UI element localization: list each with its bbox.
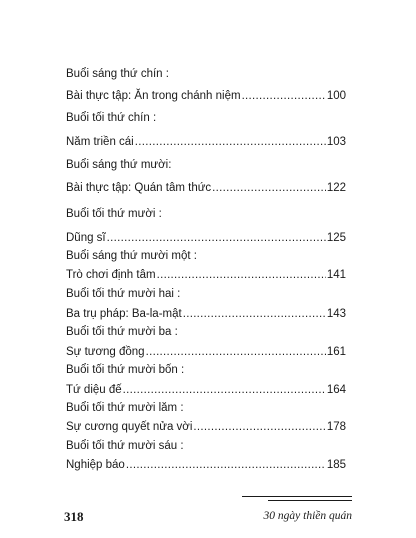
footer-rule bbox=[242, 496, 352, 497]
dot-leader bbox=[107, 231, 326, 245]
toc-entry-page: 185 bbox=[326, 459, 346, 471]
toc-entry-page: 164 bbox=[326, 384, 346, 396]
toc-entry bbox=[66, 383, 346, 397]
toc-entry-page: 103 bbox=[326, 136, 346, 148]
dot-leader bbox=[242, 89, 326, 103]
toc-entry-page: 141 bbox=[326, 269, 346, 281]
toc-heading: Buổi sáng thứ chín : bbox=[66, 68, 169, 80]
toc-entry-page: 100 bbox=[326, 90, 346, 102]
toc-entry bbox=[66, 268, 346, 282]
toc-heading: Buổi sáng thứ mười: bbox=[66, 159, 172, 171]
toc-heading: Buổi sáng thứ mười một : bbox=[66, 250, 197, 262]
dot-leader bbox=[135, 135, 326, 149]
toc-entry bbox=[66, 307, 346, 321]
dot-leader bbox=[123, 383, 326, 397]
toc-heading: Buổi tối thứ mười hai : bbox=[66, 288, 181, 300]
page-number: 318 bbox=[64, 509, 84, 524]
toc-heading: Buổi tối thứ mười lăm : bbox=[66, 402, 184, 414]
toc-entry bbox=[66, 420, 346, 434]
toc-heading: Buổi tối thứ mười : bbox=[66, 208, 162, 220]
dot-leader bbox=[126, 458, 326, 472]
toc-heading: Buổi tối thứ mười ba : bbox=[66, 326, 178, 338]
toc-entry-page: 122 bbox=[326, 182, 346, 194]
toc-entry-page: 178 bbox=[326, 421, 346, 433]
toc-entry-page: 143 bbox=[326, 308, 346, 320]
dot-leader bbox=[157, 268, 326, 282]
toc-entry bbox=[66, 231, 346, 245]
toc-entry-title: Tứ diệu đế bbox=[66, 384, 122, 396]
dot-leader bbox=[212, 181, 326, 195]
toc-entry-title: Sự tương đồng bbox=[66, 346, 145, 358]
toc-entry-page: 161 bbox=[326, 346, 346, 358]
dot-leader bbox=[183, 307, 326, 321]
dot-leader bbox=[193, 420, 325, 434]
toc-entry-title: Bài thực tập: Ăn trong chánh niệm bbox=[66, 90, 241, 102]
toc-heading: Buổi tối thứ mười sáu : bbox=[66, 440, 184, 452]
running-title: 30 ngày thiền quán bbox=[263, 510, 352, 522]
toc-entry-title: Ba trụ pháp: Ba-la-mật bbox=[66, 308, 182, 320]
toc-entry-title: Sự cương quyết nửa vời bbox=[66, 421, 193, 433]
toc-entry-title: Dũng sĩ bbox=[66, 232, 106, 244]
toc-heading: Buổi tối thứ chín : bbox=[66, 112, 157, 124]
toc-entry-title: Năm triền cái bbox=[66, 136, 134, 148]
toc-entry-title: Trò chơi định tâm bbox=[66, 269, 156, 281]
toc-heading: Buổi tối thứ mười bốn : bbox=[66, 364, 185, 376]
toc-entry bbox=[66, 135, 346, 149]
toc-entry bbox=[66, 458, 346, 472]
toc-entry bbox=[66, 181, 346, 195]
toc-entry-title: Nghiệp báo bbox=[66, 459, 125, 471]
footer-rule bbox=[268, 500, 352, 501]
dot-leader bbox=[146, 345, 326, 359]
toc-entry bbox=[66, 89, 346, 103]
toc-entry bbox=[66, 345, 346, 359]
toc-entry-title: Bài thực tập: Quán tâm thức bbox=[66, 182, 212, 194]
toc-entry-page: 125 bbox=[326, 232, 346, 244]
